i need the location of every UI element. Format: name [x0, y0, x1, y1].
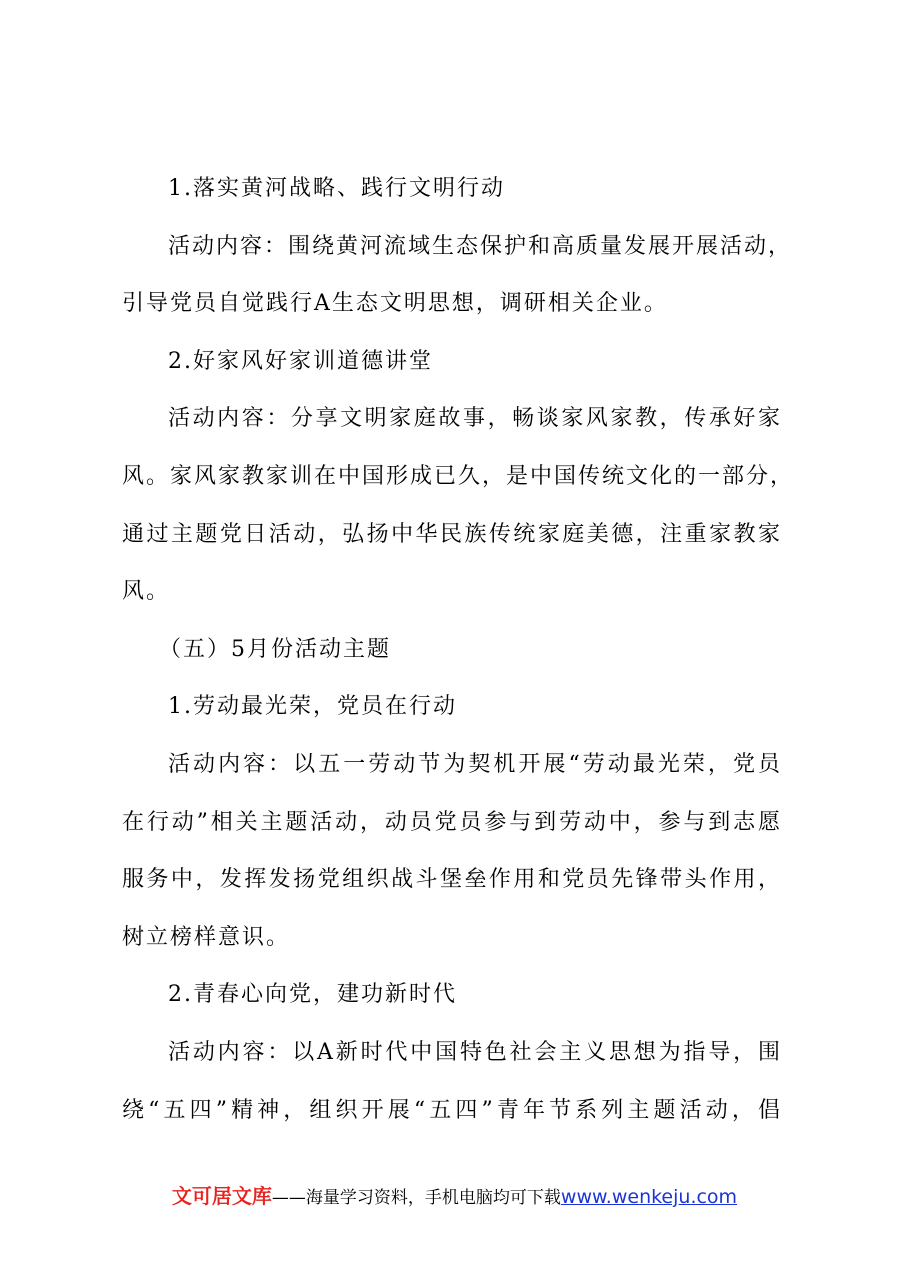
- paragraph-line: 活动内容：以五一劳动节为契机开展“劳动最光荣，党员: [168, 751, 782, 777]
- paragraph-line: 通过主题党日活动，弘扬中华民族传统家庭美德，注重家教家: [122, 521, 782, 547]
- paragraph-line: 活动内容：分享文明家庭故事，畅谈家风家教，传承好家: [168, 406, 782, 432]
- footer-tagline: ——海量学习资料，手机电脑均可下载: [271, 1188, 561, 1208]
- website-link[interactable]: www.wenkeju.com: [560, 1186, 738, 1208]
- paragraph-line: 活动内容：以A新时代中国特色社会主义思想为指导，围: [168, 1039, 782, 1065]
- paragraph-line: 树立榜样意识。: [122, 924, 291, 950]
- paragraph-line: 引导党员自觉践行A生态文明思想，调研相关企业。: [122, 291, 668, 317]
- heading-2: 2.青春心向党，建功新时代: [168, 982, 457, 1008]
- paragraph-line: 风。: [122, 579, 171, 605]
- document-body: [122, 160, 795, 1139]
- brand-name: 文可居文库: [171, 1184, 272, 1208]
- paragraph-line: 绕“五四”精神，组织开展“五四”青年节系列主题活动，倡: [122, 1097, 782, 1123]
- paragraph-line: 活动内容：围绕黄河流域生态保护和高质量发展开展活动，: [168, 233, 793, 259]
- paragraph-line: 风。家风家教家训在中国形成已久，是中国传统文化的一部分，: [122, 463, 795, 489]
- section-heading: （五）5月份活动主题: [159, 636, 391, 662]
- paragraph-line: 在行动”相关主题活动，动员党员参与到劳动中，参与到志愿: [122, 809, 782, 835]
- heading-2: 2.好家风好家训道德讲堂: [168, 348, 433, 374]
- paragraph-line: 服务中，发挥发扬党组织战斗堡垒作用和党员先锋带头作用，: [122, 867, 782, 893]
- footer-banner: [0, 1180, 909, 1209]
- heading-1: 1.劳动最光荣，党员在行动: [168, 694, 457, 720]
- heading-1: 1.落实黄河战略、践行文明行动: [168, 176, 505, 201]
